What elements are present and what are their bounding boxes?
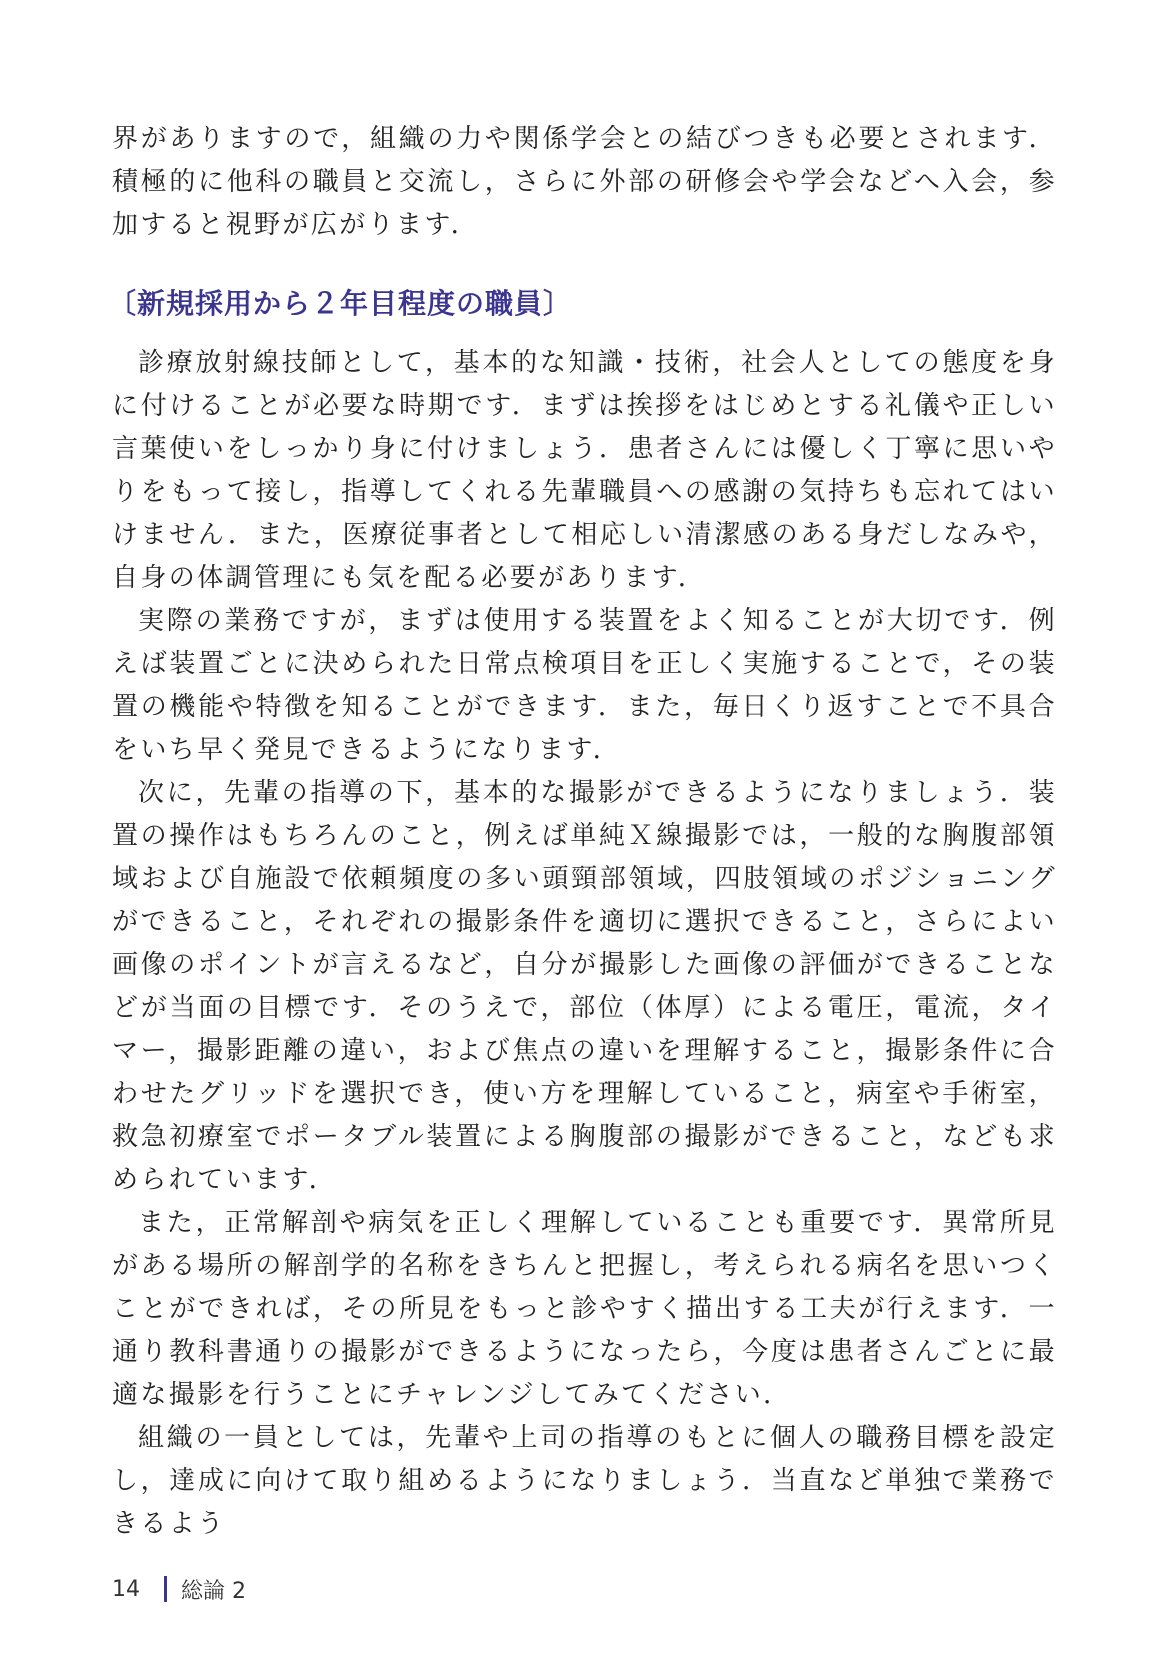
- intro-paragraph: 界がありますので，組織の力や関係学会との結びつきも必要とされます．積極的に他科の職員と交流し，さらに外部の研修会や学会などへ入会，参加すると視野が広がります．: [112, 124, 1057, 240]
- page-footer: [112, 1574, 246, 1604]
- body-paragraph-5: 組織の一員としては，先輩や上司の指導のもとに個人の職務目標を設定し，達成に向けて取り組めるようになりましょう．当直など単独で業務できるよう: [112, 1423, 1057, 1539]
- intro-paragraph-block: [112, 118, 1057, 247]
- body-paragraph-3: 次に，先輩の指導の下，基本的な撮影ができるようになりましょう．装置の操作はもちろんのこと，例えば単純Ｘ線撮影では，一般的な胸腹部領域および自施設で依頼頻度の多い頭頸部領域，四肢領域のポジショニングができること，それぞれの撮影条件を適切に選択できること，さらによい画像のポイントが言えるなど，自分が撮影した画像の評価ができることなどが当面の目標です．そのうえで，部位（体厚）による電圧，電流，タイマー，撮影距離の違い，および焦点の違いを理解すること，撮影条件に合わせたグリッドを選択でき，使い方を理解していること，病室や手術室，救急初療室でポータブル装置による胸腹部の撮影ができること，なども求められています．: [112, 778, 1057, 1195]
- footer-divider: [164, 1576, 167, 1602]
- section-heading: 〔新規採用から２年目程度の職員〕: [108, 287, 573, 320]
- body-paragraph-1: 診療放射線技師として，基本的な知識・技術，社会人としての態度を身に付けることが必要な時期です．まずは挨拶をはじめとする礼儀や正しい言葉使いをしっかり身に付けましょう．患者さんには優しく丁寧に思いやりをもって接し，指導してくれる先輩職員への感謝の気持ちも忘れてはいけません．また，医療従事者として相応しい清潔感のある身だしなみや，自身の体調管理にも気を配る必要があります．: [112, 348, 1057, 593]
- section-body: [112, 342, 1057, 1546]
- page-number: 14: [112, 1576, 140, 1602]
- body-paragraph-2: 実際の業務ですが，まずは使用する装置をよく知ることが大切です．例えば装置ごとに決められた日常点検項目を正しく実施することで，その装置の機能や特徴を知ることができます．また，毎日くり返すことで不具合をいち早く発見できるようになります．: [112, 606, 1057, 765]
- chapter-label: 総論 2: [181, 1578, 246, 1604]
- body-paragraph-4: また，正常解剖や病気を正しく理解していることも重要です．異常所見がある場所の解剖学的名称をきちんと把握し，考えられる病名を思いつくことができれば，その所見をもっと診やすく描出する工夫が行えます．一通り教科書通りの撮影ができるようになったら，今度は患者さんごとに最適な撮影を行うことにチャレンジしてみてください．: [112, 1208, 1057, 1410]
